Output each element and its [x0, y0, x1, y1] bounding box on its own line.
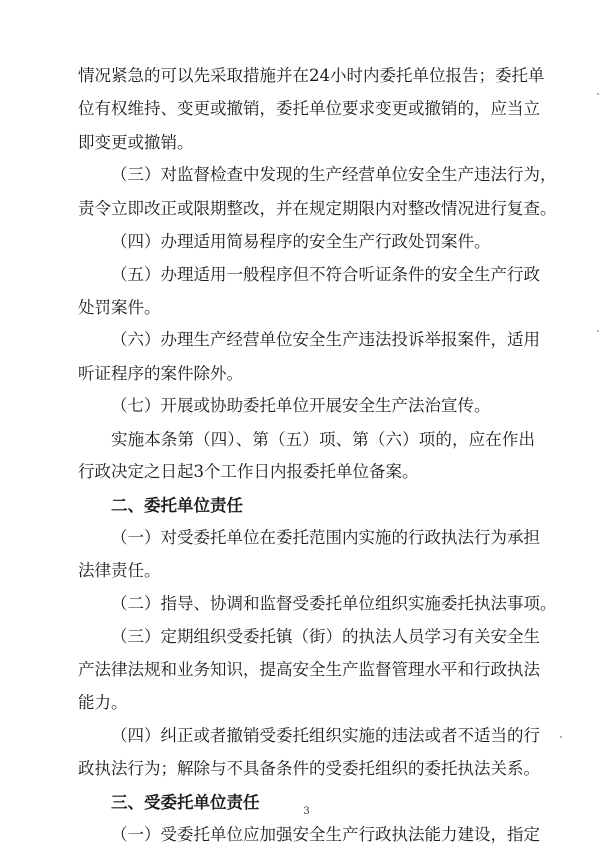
text-line: （二）指导、协调和监督受委托单位组织实施委托执法事项。: [111, 594, 557, 613]
section-heading: 二、委托单位责任: [111, 496, 243, 515]
text-line: （一）受委托单位应加强安全生产行政执法能力建设，指定: [111, 825, 540, 844]
text-line: 处罚案件。: [78, 298, 161, 317]
text-line: 行政决定之日起3个工作日内报委托单位备案。: [78, 462, 419, 481]
text-line: 责令立即改正或限期整改，并在规定期限内对整改情况进行复查。: [78, 199, 557, 218]
text-line: 实施本条第（四）、第（五）项、第（六）项的，应在作出: [111, 430, 535, 449]
text-line: （四）办理适用简易程序的安全生产行政处罚案件。: [111, 232, 491, 251]
text-line: 情况紧急的可以先采取措施并在24小时内委托单位报告；委托单: [78, 66, 545, 85]
text-line: （五）办理适用一般程序但不符合听证条件的安全生产行政: [111, 265, 540, 284]
text-line: 法律责任。: [78, 561, 161, 580]
section-heading: 三、受委托单位责任: [111, 793, 260, 812]
text-line: 产法律法规和业务知识，提高安全生产监督管理水平和行政执法: [78, 660, 540, 679]
text-line: 位有权维持、变更或撤销，委托单位要求变更或撤销的，应当立: [78, 99, 540, 118]
scan-speck: [597, 330, 599, 332]
scan-speck: [560, 736, 562, 738]
page-number: 3: [303, 806, 310, 817]
text-line: 政执法行为；解除与不具备条件的受委托组织的委托执法关系。: [78, 759, 540, 778]
scan-speck: [597, 93, 599, 95]
text-line: 能力。: [78, 693, 128, 712]
text-line: （六）办理生产经营单位安全生产违法投诉举报案件，适用: [111, 330, 540, 349]
text-line: （七）开展或协助委托单位开展安全生产法治宣传。: [111, 396, 491, 415]
text-line: 听证程序的案件除外。: [78, 364, 243, 383]
text-line: （四）纠正或者撤销受委托组织实施的违法或者不适当的行: [111, 726, 540, 745]
text-line: 即变更或撤销。: [78, 133, 194, 152]
text-line: （三）定期组织受委托镇（街）的执法人员学习有关安全生: [111, 627, 540, 646]
text-line: （一）对受委托单位在委托范围内实施的行政执法行为承担: [111, 528, 540, 547]
text-line: （三）对监督检查中发现的生产经营单位安全生产违法行为，: [111, 165, 557, 184]
